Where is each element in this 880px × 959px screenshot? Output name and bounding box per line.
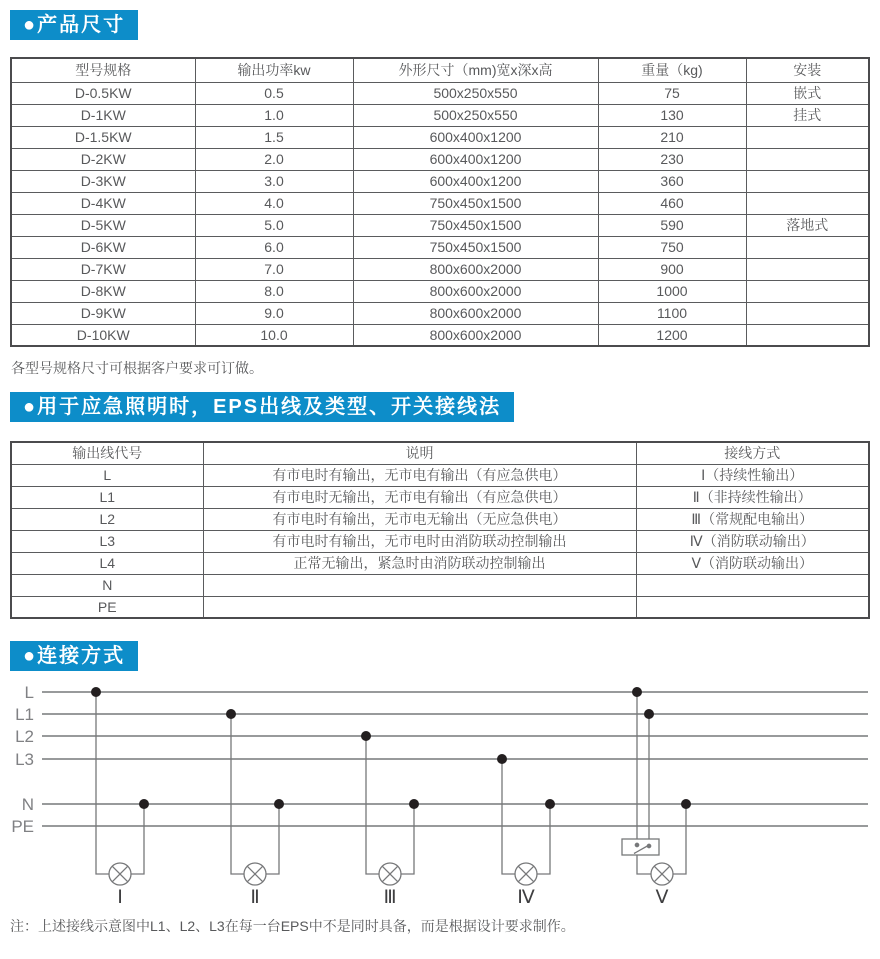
section-title-connection-method: ●连接方式 xyxy=(10,641,138,671)
cell: 有市电时无输出，无市电有输出（有应急供电） xyxy=(203,486,636,508)
circuit-labels xyxy=(117,887,668,908)
table-header-row xyxy=(11,442,869,464)
cell: 有市电时有输出，无市电无输出（无应急供电） xyxy=(203,508,636,530)
bus-label: L1 xyxy=(15,705,34,724)
table-row xyxy=(11,574,869,596)
cell xyxy=(746,280,869,302)
table-row xyxy=(11,104,869,126)
column-header: 输出功率kw xyxy=(195,58,353,82)
cell: L3 xyxy=(11,530,203,552)
cell: 有市电时有输出，无市电有输出（有应急供电） xyxy=(203,464,636,486)
cell xyxy=(746,236,869,258)
circuit-label: Ⅳ xyxy=(517,887,535,908)
column-header: 重量（kg) xyxy=(598,58,746,82)
cell: 750x450x1500 xyxy=(353,214,598,236)
circuit-label: Ⅲ xyxy=(383,887,397,908)
cell: 130 xyxy=(598,104,746,126)
column-header: 输出线代号 xyxy=(11,442,203,464)
cell: D-0.5KW xyxy=(11,82,195,104)
column-header: 外形尺寸（mm)宽x深x高 xyxy=(353,58,598,82)
cell: 590 xyxy=(598,214,746,236)
cell: L4 xyxy=(11,552,203,574)
cell xyxy=(636,574,869,596)
cell: 嵌式 xyxy=(746,82,869,104)
cell: 750 xyxy=(598,236,746,258)
cell: 10.0 xyxy=(195,324,353,346)
table-header-row xyxy=(11,58,869,82)
table-row xyxy=(11,508,869,530)
cell xyxy=(746,126,869,148)
cell: 75 xyxy=(598,82,746,104)
cell: 9.0 xyxy=(195,302,353,324)
cell: 900 xyxy=(598,258,746,280)
table-row xyxy=(11,82,869,104)
cell: Ⅰ（持续性输出） xyxy=(636,464,869,486)
cell: D-8KW xyxy=(11,280,195,302)
cell: 750x450x1500 xyxy=(353,192,598,214)
cell: 3.0 xyxy=(195,170,353,192)
bus-labels xyxy=(11,683,34,836)
cell: Ⅴ（消防联动输出） xyxy=(636,552,869,574)
cell xyxy=(746,258,869,280)
cell: 8.0 xyxy=(195,280,353,302)
cell: 230 xyxy=(598,148,746,170)
cell: 落地式 xyxy=(746,214,869,236)
table-row xyxy=(11,192,869,214)
cell: Ⅱ（非持续性输出） xyxy=(636,486,869,508)
lamp-icon xyxy=(244,863,266,885)
cell: 800x600x2000 xyxy=(353,280,598,302)
cell: D-1.5KW xyxy=(11,126,195,148)
bus-label: N xyxy=(21,795,34,814)
cell: 1000 xyxy=(598,280,746,302)
circuit-label: Ⅱ xyxy=(250,887,260,908)
circuit-I xyxy=(96,692,144,885)
changeover-switch-icon xyxy=(622,839,659,855)
circuit-label: Ⅰ xyxy=(117,887,123,908)
bus-lines xyxy=(42,692,868,826)
cell: D-3KW xyxy=(11,170,195,192)
cell: D-9KW xyxy=(11,302,195,324)
cell: D-2KW xyxy=(11,148,195,170)
cell xyxy=(746,302,869,324)
cell: Ⅲ（常规配电输出） xyxy=(636,508,869,530)
circuit-II xyxy=(231,714,279,885)
table-row xyxy=(11,126,869,148)
cell: D-6KW xyxy=(11,236,195,258)
table-row xyxy=(11,324,869,346)
cell: 1100 xyxy=(598,302,746,324)
table-row xyxy=(11,214,869,236)
cell: 2.0 xyxy=(195,148,353,170)
cell xyxy=(636,596,869,618)
circuit-IV xyxy=(502,759,550,885)
column-header: 安装 xyxy=(746,58,869,82)
product-dimensions-table xyxy=(10,57,870,347)
table-row xyxy=(11,596,869,618)
cell: 挂式 xyxy=(746,104,869,126)
cell: 有市电时有输出，无市电时由消防联动控制输出 xyxy=(203,530,636,552)
cell: D-1KW xyxy=(11,104,195,126)
junction-dots xyxy=(91,687,691,809)
bus-label: L xyxy=(24,683,34,702)
cell: 6.0 xyxy=(195,236,353,258)
table-row xyxy=(11,530,869,552)
cell: 1200 xyxy=(598,324,746,346)
cell: D-4KW xyxy=(11,192,195,214)
cell: 800x600x2000 xyxy=(353,258,598,280)
cell: Ⅳ（消防联动输出） xyxy=(636,530,869,552)
bus-label: PE xyxy=(11,817,34,836)
cell: 800x600x2000 xyxy=(353,302,598,324)
table-row xyxy=(11,170,869,192)
lamp-icon xyxy=(515,863,537,885)
cell: 正常无输出，紧急时由消防联动控制输出 xyxy=(203,552,636,574)
table-row xyxy=(11,236,869,258)
cell: 7.0 xyxy=(195,258,353,280)
cell xyxy=(746,148,869,170)
wiring-note: 注：上述接线示意图中L1、L2、L3在每一台EPS中不是同时具备，而是根据设计要求制作。 xyxy=(10,918,575,934)
column-header: 接线方式 xyxy=(636,442,869,464)
cell: 210 xyxy=(598,126,746,148)
cell xyxy=(746,170,869,192)
cell: D-7KW xyxy=(11,258,195,280)
cell: D-5KW xyxy=(11,214,195,236)
cell: 1.5 xyxy=(195,126,353,148)
cell: 600x400x1200 xyxy=(353,148,598,170)
circuit-label: Ⅴ xyxy=(655,887,669,908)
cell: 800x600x2000 xyxy=(353,324,598,346)
cell: D-10KW xyxy=(11,324,195,346)
cell: L1 xyxy=(11,486,203,508)
bus-label: L3 xyxy=(15,750,34,769)
table-row xyxy=(11,148,869,170)
cell: 360 xyxy=(598,170,746,192)
cell: 600x400x1200 xyxy=(353,170,598,192)
cell: L2 xyxy=(11,508,203,530)
cell xyxy=(203,574,636,596)
lamp-icon xyxy=(109,863,131,885)
table-row xyxy=(11,464,869,486)
column-header: 型号规格 xyxy=(11,58,195,82)
eps-output-lines-table xyxy=(10,441,870,619)
lamp-icon xyxy=(379,863,401,885)
section-title-product-dimensions: ●产品尺寸 xyxy=(10,10,138,40)
wiring-diagram xyxy=(0,678,880,918)
cell: L xyxy=(11,464,203,486)
section-title-eps-wiring: ●用于应急照明时，EPS出线及类型、开关接线法 xyxy=(10,392,514,422)
circuit-V xyxy=(622,692,686,885)
cell: N xyxy=(11,574,203,596)
cell: 460 xyxy=(598,192,746,214)
column-header: 说明 xyxy=(203,442,636,464)
table-row xyxy=(11,486,869,508)
cell: 750x450x1500 xyxy=(353,236,598,258)
lamp-icon xyxy=(651,863,673,885)
cell xyxy=(203,596,636,618)
cell xyxy=(746,324,869,346)
table-row xyxy=(11,302,869,324)
cell: 0.5 xyxy=(195,82,353,104)
bus-label: L2 xyxy=(15,727,34,746)
cell: 4.0 xyxy=(195,192,353,214)
cell xyxy=(746,192,869,214)
table-row xyxy=(11,552,869,574)
cell: PE xyxy=(11,596,203,618)
custom-size-note: 各型号规格尺寸可根据客户要求可订做。 xyxy=(11,360,263,376)
table-row xyxy=(11,258,869,280)
cell: 1.0 xyxy=(195,104,353,126)
cell: 5.0 xyxy=(195,214,353,236)
table-row xyxy=(11,280,869,302)
cell: 500x250x550 xyxy=(353,82,598,104)
cell: 600x400x1200 xyxy=(353,126,598,148)
cell: 500x250x550 xyxy=(353,104,598,126)
